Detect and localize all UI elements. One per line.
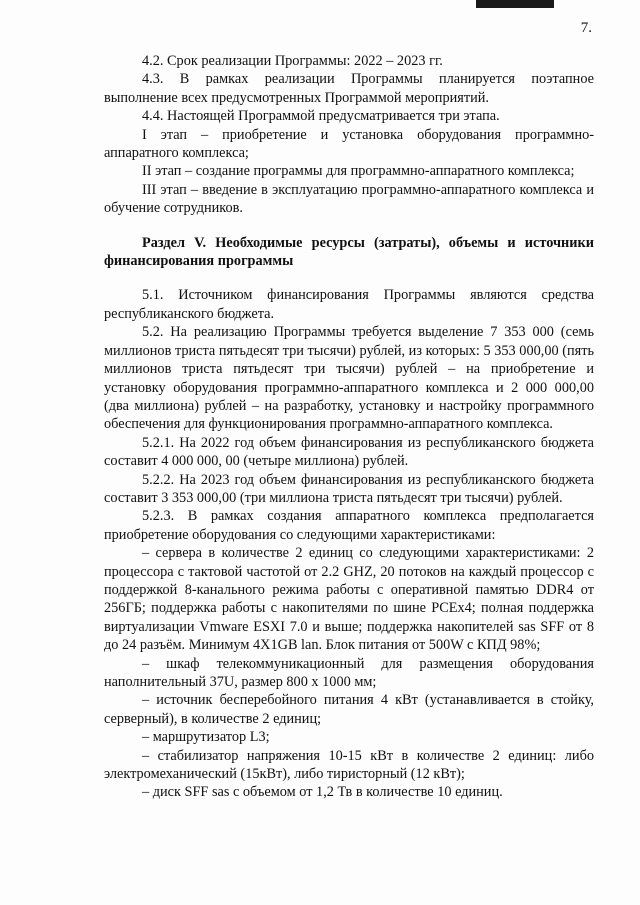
section-heading: Раздел V. Необходимые ресурсы (затраты), объемы и источники финансирования программы [104,234,594,270]
scan-redaction-mark [476,0,554,8]
page-number: 7. [580,20,592,36]
list-item-stabilizer: – стабилизатор напряжения 10-15 кВт в количестве 2 единиц: либо электромеханический (15кВт), либо тиристорный (12 кВт); [104,747,594,783]
list-item-router: – маршрутизатор L3; [142,729,270,746]
list-item-servers: – сервера в количестве 2 единиц со следующими характеристиками: 2 процессора с тактовой частотой от 2.2 GHZ, 20 потоков на каждый процессор с поддержкой 8-канального режима работы с оперативной памятью DDR4 от 256ГБ; поддержка работы с накопителями по шине PCEx4; полная поддержка виртуализации Vmware ESXI 7.0 и выше; поддержка накопителей sas SFF от 8 до 24 разъём. Минимум 4X1GB lan. Блок питания от 500W с КПД 98%; [104,545,594,654]
list-item-cabinet: – шкаф телекоммуникационный для размещения оборудования наполнительный 37U, размер 800 х 1000 мм; [104,655,594,690]
paragraph-5-1: 5.1. Источником финансирования Программы являются средства республиканского бюджета. [104,287,594,322]
spacer [104,270,594,286]
list-item-disks: – диск SFF sas с объемом от 1,2 Тв в количестве 10 единиц. [142,784,503,801]
stage-1: I этап – приобретение и установка оборудования программно-аппаратного комплекса; [104,126,594,162]
paragraph-4-3: 4.3. В рамках реализации Программы планируется поэтапное выполнение всех предусмотренных Программой мероприятий. [104,71,594,106]
spacer [104,218,594,234]
paragraph-4-4: 4.4. Настоящей Программой предусматривается три этапа. [142,108,500,125]
document-body [104,52,594,802]
stage-2: II этап – создание программы для программно-аппаратного комплекса; [142,163,575,180]
list-item-ups: – источник бесперебойного питания 4 кВт (устанавливается в стойку, серверный), в количестве 2 единиц; [104,692,594,727]
paragraph-4-2: 4.2. Срок реализации Программы: 2022 – 2023 гг. [142,53,443,69]
paragraph-5-2-3: 5.2.3. В рамках создания аппаратного комплекса предполагается приобретение оборудования со следующими характеристиками: [104,508,594,543]
paragraph-5-2: 5.2. На реализацию Программы требуется выделение 7 353 000 (семь миллионов триста пятьдесят три тысячи) рублей, из которых: 5 353 000,00 (пять миллионов триста пятьдесят три тысячи) рублей – на приобретение и установку оборудования программно-аппаратного комплекса и 2 000 000,00 (два миллиона) рублей – на разработку, установку и настройку программного обеспечения для функционирования программно-аппаратного комплекса. [104,324,594,433]
stage-3: III этап – введение в эксплуатацию программно-аппаратного комплекса и обучение сотрудников. [104,181,594,217]
paragraph-5-2-2: 5.2.2. На 2023 год объем финансирования из республиканского бюджета составит 3 353 000,00 (три миллиона триста пятьдесят три тысячи) рублей. [104,471,594,506]
paragraph-5-2-1: 5.2.1. На 2022 год объем финансирования из республиканского бюджета составит 4 000 000, 00 (четыре миллиона) рублей. [104,434,594,470]
